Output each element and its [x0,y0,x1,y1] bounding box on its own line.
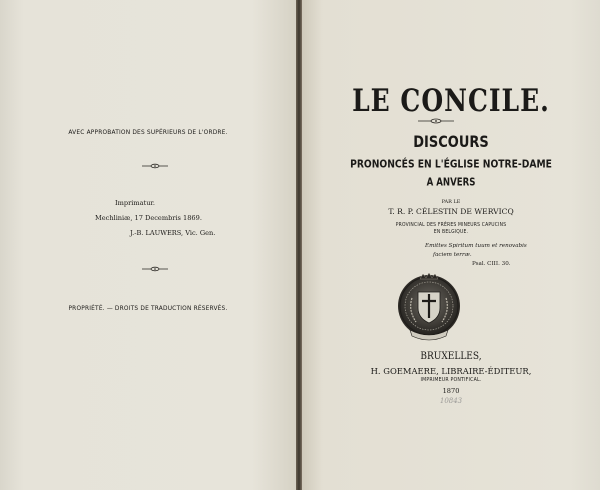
right-page [302,0,600,490]
ornament-divider-icon [416,118,456,124]
approbation-text: AVEC APPROBATION DES SUPÉRIEURS DE L'ORDRE. [68,128,228,136]
handwritten-note: 10843 [439,397,463,405]
imprint-year: 1870 [442,387,460,395]
par-le-text: PAR LE [441,199,461,205]
epigraph-line-1: Emittes Spiritum tuum et renovabis [425,243,527,249]
subtitle-line-2: A ANVERS [426,177,476,189]
author-role-2: EN BELGIQUE. [433,229,469,235]
imprint-city: BRUXELLES, [420,351,482,363]
epigraph-line-2: faciem terræ. [433,252,472,258]
author-role-1: PROVINCIAL DES FRÈRES MINEURS CAPUCINS [395,222,507,228]
imprimatur-label: Imprimatur. [115,199,155,207]
book-title: LE CONCILE. [352,82,550,119]
capuchin-emblem-icon [396,270,462,346]
imprint-publisher: H. GOEMAERE, LIBRAIRE-ÉDITEUR, [370,366,532,376]
subtitle-line-1: PRONONCÉS EN L'ÉGLISE NOTRE-DAME [350,158,552,172]
rights-text: PROPRIÉTÉ. — DROITS DE TRADUCTION RÉSERVÉS. [68,304,228,312]
ornament-divider-icon [140,266,170,272]
epigraph-reference: Psal. CIII. 30. [472,261,511,267]
subtitle-discours: DISCOURS [413,134,489,152]
imprimatur-place-date: Mechliniæ, 17 Decembris 1869. [95,214,202,222]
imprint-publisher-role: IMPRIMEUR PONTIFICAL. [420,377,482,383]
left-page [0,0,296,490]
ornament-divider-icon [140,163,170,169]
imprimatur-signatory: J.-B. LAUWERS, Vic. Gen. [130,229,216,237]
author-name: T. R. P. CÉLESTIN DE WERVICQ [388,207,514,216]
